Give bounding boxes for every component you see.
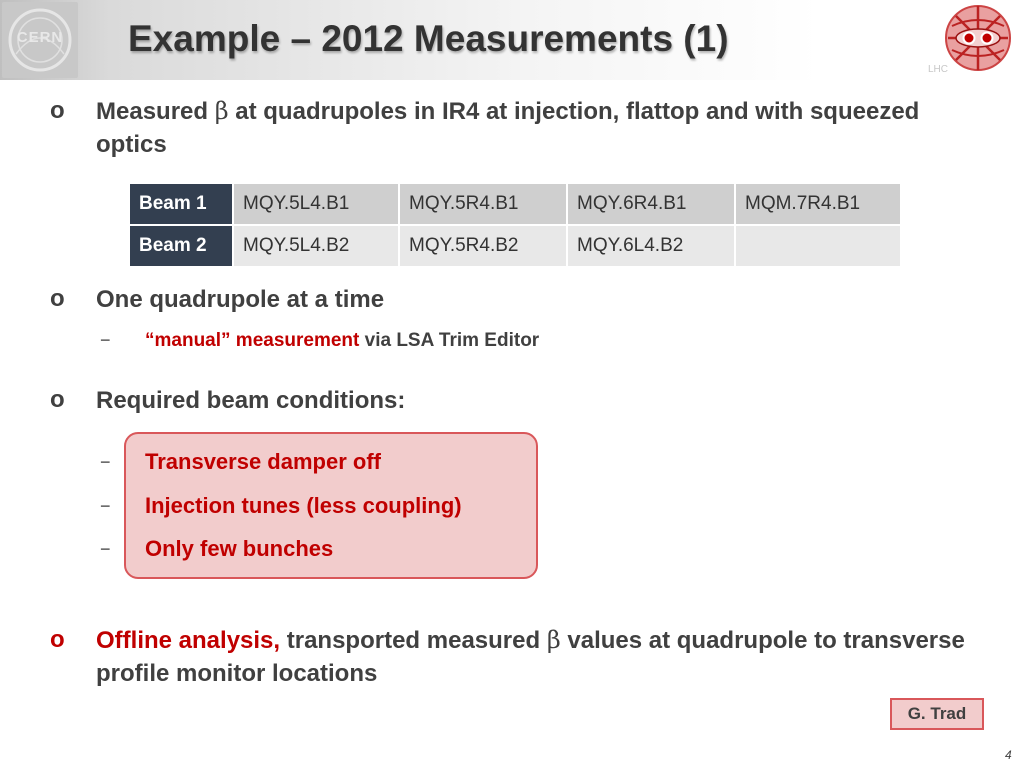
bullet-text: at quadrupoles in IR4 at injection, flattop and with squeezed optics [96, 98, 920, 158]
magnet-cell: MQY.5R4.B1 [399, 183, 567, 225]
bullet-offline-analysis [96, 624, 986, 690]
bullet-marker: o [50, 626, 65, 653]
page-number: 4 [1005, 748, 1012, 762]
bullet-text: One quadrupole at a time [96, 286, 385, 313]
table-row [129, 183, 901, 225]
condition-item: Injection tunes (less coupling) [145, 493, 462, 518]
bullet-text: Required beam conditions: [96, 387, 406, 414]
beam-label: Beam 2 [129, 225, 233, 267]
bullet-text: transported measured [280, 627, 547, 654]
magnet-cell [735, 225, 901, 267]
magnet-cell: MQM.7R4.B1 [735, 183, 901, 225]
condition-dash: − [100, 496, 111, 516]
cern-logo [2, 2, 78, 78]
bullet-text: values at quadrupole to transverse profile monitor locations [96, 627, 965, 687]
bullet-marker: o [50, 97, 65, 124]
author-credit: G. Trad [890, 698, 984, 730]
magnet-cell: MQY.5L4.B2 [233, 225, 399, 267]
slide-header [0, 0, 1024, 80]
lhc-logo-text: LHC [928, 64, 949, 75]
cern-logo-text: CERN [16, 29, 64, 46]
magnet-cell: MQY.5L4.B1 [233, 183, 399, 225]
condition-dash: − [100, 452, 111, 472]
magnet-cell: MQY.6L4.B2 [567, 225, 735, 267]
manual-measurement-highlight: “manual” measurement [145, 330, 360, 351]
beta-symbol: β [546, 626, 561, 654]
bullet-text: Measured [96, 98, 215, 125]
magnet-cell: MQY.5R4.B2 [399, 225, 567, 267]
quadrupole-table [128, 182, 902, 268]
bullet-marker: o [50, 386, 65, 413]
condition-dash: − [100, 539, 111, 559]
sub-bullet-text [145, 330, 539, 352]
condition-item: Only few bunches [145, 536, 334, 561]
bullet-measured-beta [96, 95, 986, 161]
bullet-marker: o [50, 285, 65, 312]
sub-bullet-rest: via LSA Trim Editor [359, 330, 540, 351]
condition-item: Transverse damper off [145, 449, 381, 474]
offline-analysis-highlight: Offline analysis, [96, 627, 281, 654]
magnet-cell: MQY.6R4.B1 [567, 183, 735, 225]
beta-symbol: β [214, 97, 229, 125]
sub-bullet-dash: − [100, 330, 111, 350]
beam-label: Beam 1 [129, 183, 233, 225]
page-title: Example – 2012 Measurements (1) [128, 18, 729, 59]
table-row [129, 225, 901, 267]
lhc-logo-icon [938, 0, 1018, 80]
